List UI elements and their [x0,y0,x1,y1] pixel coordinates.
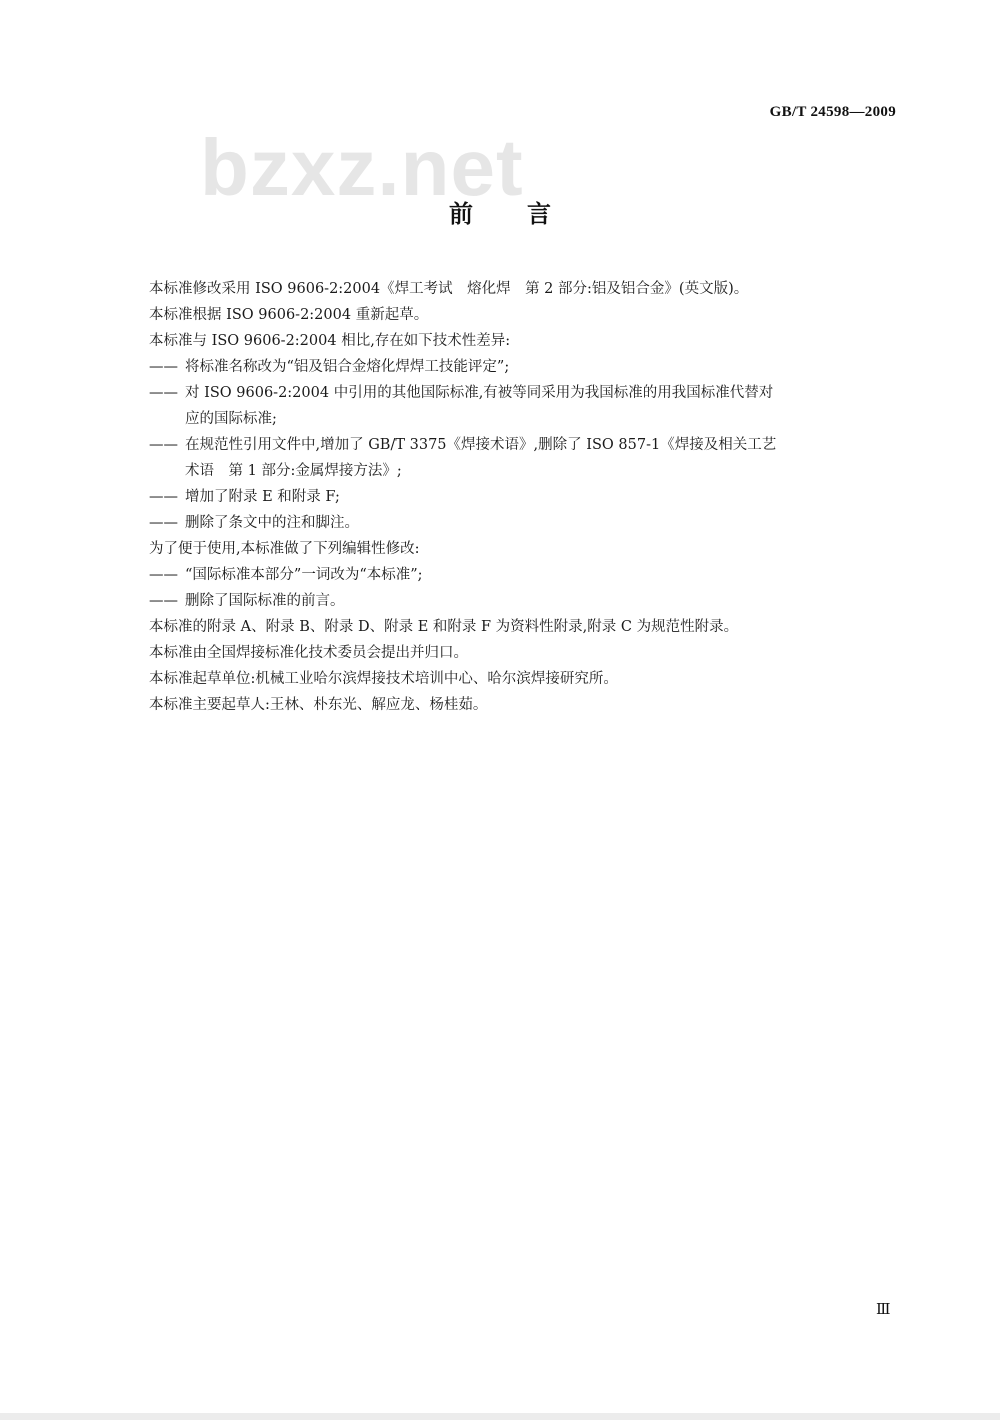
page-number: Ⅲ [876,1302,891,1318]
list-item-line: 对 ISO 9606-2:2004 中引用的其他国际标准,有被等同采用为我国标准的用我国标准代替对 [185,385,774,401]
standard-code: GB/T 24598—2009 [769,104,896,120]
dash-marker: —— [149,567,178,583]
list-item-text: 删除了国际标准的前言。 [185,593,345,609]
list-item [149,432,901,484]
list-item [149,484,901,510]
list-item [149,588,901,614]
list-item-text: 增加了附录 E 和附录 F; [185,489,340,505]
watermark: bzxz.net [200,123,524,212]
list-item [149,562,901,588]
list-item-text [185,380,901,432]
paragraph-committee: 本标准由全国焊接标准化技术委员会提出并归口。 [149,645,468,661]
page-title: 前言 [449,200,605,228]
list-item-text [185,432,901,484]
dash-marker: —— [149,385,178,401]
list-item [149,510,901,536]
list-item [149,354,901,380]
dash-marker: —— [149,489,178,505]
paragraph-annexes: 本标准的附录 A、附录 B、附录 D、附录 E 和附录 F 为资料性附录,附录 C 为规范性附录。 [149,619,739,635]
dash-marker: —— [149,593,178,609]
list-item [149,380,901,432]
list-item-line: 在规范性引用文件中,增加了 GB/T 3375《焊接术语》,删除了 ISO 857-1《焊接及相关工艺 [185,437,777,453]
list-item-text: “国际标准本部分”一词改为“本标准”; [185,567,423,583]
page-bottom-edge [0,1413,1000,1420]
dash-marker: —— [149,359,178,375]
foreword-body [149,276,901,718]
list-item-text: 删除了条文中的注和脚注。 [185,515,359,531]
list-item-line: 术语 第 1 部分:金属焊接方法》; [185,463,402,479]
paragraph-redraft: 本标准根据 ISO 9606-2:2004 重新起草。 [149,307,429,323]
paragraph-differences-intro: 本标准与 ISO 9606-2:2004 相比,存在如下技术性差异: [149,333,511,349]
list-item-line: 应的国际标准; [185,411,277,427]
dash-marker: —— [149,515,178,531]
dash-marker: —— [149,437,178,453]
paragraph-drafters: 本标准主要起草人:王林、朴东光、解应龙、杨桂茹。 [149,697,488,713]
list-item-text: 将标准名称改为“铝及铝合金熔化焊焊工技能评定”; [185,359,510,375]
paragraph-drafting-units: 本标准起草单位:机械工业哈尔滨焊接技术培训中心、哈尔滨焊接研究所。 [149,671,618,687]
paragraph-editorial-intro: 为了便于使用,本标准做了下列编辑性修改: [149,541,420,557]
paragraph-adoption: 本标准修改采用 ISO 9606-2:2004《焊工考试 熔化焊 第 2 部分:铝及铝合金》(英文版)。 [149,281,749,297]
